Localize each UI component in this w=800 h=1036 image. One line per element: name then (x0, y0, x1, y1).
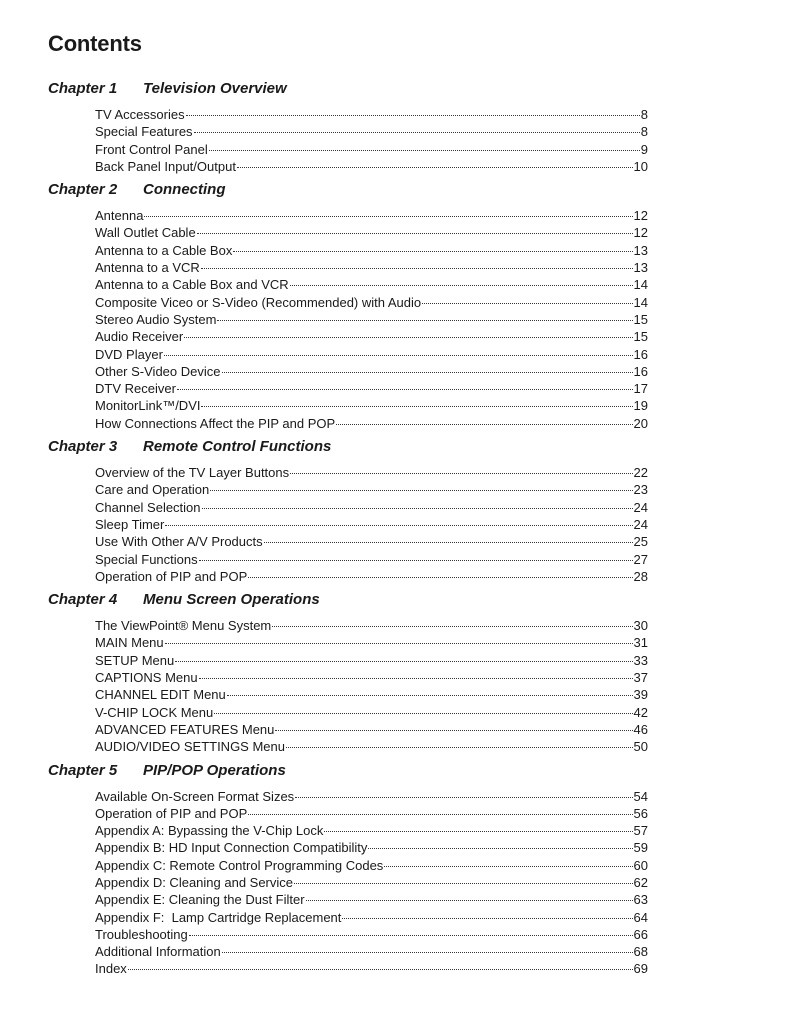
toc-entry-label: Special Functions (95, 551, 198, 567)
toc-entry-page-number: 15 (633, 311, 648, 327)
toc-entry-page-number: 42 (633, 704, 648, 720)
toc-entry-label: How Connections Affect the PIP and POP (95, 415, 336, 431)
toc-entry[interactable] (95, 415, 648, 432)
chapter-title: PIP/POP Operations (143, 761, 286, 779)
dot-leader (233, 251, 632, 252)
toc-entry-page-number: 46 (633, 721, 648, 737)
toc-entry-label: Antenna to a Cable Box (95, 242, 233, 258)
table-of-contents (48, 80, 648, 978)
toc-entry-page-number: 60 (633, 857, 648, 873)
toc-entry-label: MAIN Menu (95, 635, 164, 651)
toc-entry-label: Available On-Screen Format Sizes (95, 788, 295, 804)
dot-leader (290, 473, 632, 474)
toc-entry-label: Care and Operation (95, 482, 210, 498)
dot-leader (186, 115, 640, 116)
chapter-title: Remote Control Functions (143, 438, 332, 456)
toc-entry[interactable] (95, 242, 648, 259)
toc-entry-page-number: 24 (633, 516, 648, 532)
dot-leader (177, 389, 633, 390)
toc-entry-label: Appendix C: Remote Control Programming Codes (95, 857, 384, 873)
dot-leader (227, 695, 633, 696)
toc-entry-label: Troubleshooting (95, 926, 188, 942)
toc-entry[interactable] (95, 158, 648, 175)
toc-entry[interactable] (95, 874, 648, 891)
toc-entry[interactable] (95, 686, 648, 703)
dot-leader (294, 883, 633, 884)
toc-entry-label: Appendix B: HD Input Connection Compatibility (95, 840, 368, 856)
dot-leader (217, 320, 632, 321)
toc-entry[interactable] (95, 464, 648, 481)
toc-entry-label: Operation of PIP and POP (95, 805, 248, 821)
dot-leader (184, 337, 632, 338)
dot-leader (237, 167, 633, 168)
toc-entry-page-number: 14 (633, 277, 648, 293)
toc-entry-page-number: 16 (633, 346, 648, 362)
toc-entry[interactable] (95, 294, 648, 311)
dot-leader (248, 577, 632, 578)
toc-entry-page-number: 12 (633, 225, 648, 241)
toc-entry-page-number: 39 (633, 687, 648, 703)
dot-leader (324, 831, 632, 832)
toc-entry-page-number: 24 (633, 499, 648, 515)
toc-entry-page-number: 69 (633, 961, 648, 977)
toc-entry-label: Index (95, 961, 127, 977)
toc-entry-label: Appendix F: Lamp Cartridge Replacement (95, 909, 342, 925)
dot-leader (201, 406, 632, 407)
toc-entry-page-number: 63 (633, 892, 648, 908)
dot-leader (199, 560, 633, 561)
chapter-entries (95, 788, 648, 978)
toc-entry-page-number: 66 (633, 926, 648, 942)
dot-leader (286, 747, 633, 748)
chapter-entries (95, 617, 648, 755)
toc-entry-page-number: 50 (633, 739, 648, 755)
toc-entry-label: V-CHIP LOCK Menu (95, 704, 214, 720)
toc-entry-page-number: 19 (633, 398, 648, 414)
chapter-entries (95, 106, 648, 175)
dot-leader (222, 372, 633, 373)
dot-leader (194, 132, 640, 133)
toc-entry-label: Wall Outlet Cable (95, 225, 196, 241)
chapter-number: Chapter 5 (48, 761, 118, 779)
toc-entry-label: Additional Information (95, 944, 221, 960)
toc-entry-page-number: 28 (633, 568, 648, 584)
dot-leader (209, 150, 640, 151)
dot-leader (128, 969, 633, 970)
toc-entry[interactable] (95, 926, 648, 943)
toc-entry-label: DTV Receiver (95, 381, 176, 397)
toc-entry-label: Composite Viceo or S-Video (Recommended) with Audio (95, 294, 422, 310)
toc-entry-label: Back Panel Input/Output (95, 158, 236, 174)
toc-entry[interactable] (95, 141, 648, 158)
dot-leader (368, 848, 632, 849)
toc-entry-label: Audio Receiver (95, 329, 184, 345)
toc-entry-label: CAPTIONS Menu (95, 670, 198, 686)
dot-leader (336, 424, 632, 425)
toc-entry-page-number: 9 (640, 141, 648, 157)
toc-entry-page-number: 25 (633, 534, 648, 550)
toc-entry[interactable] (95, 499, 648, 516)
toc-entry[interactable] (95, 909, 648, 926)
toc-entry[interactable] (95, 551, 648, 568)
toc-entry[interactable] (95, 259, 648, 276)
toc-entry-page-number: 68 (633, 944, 648, 960)
chapter-entries (95, 464, 648, 585)
toc-entry-label: Other S-Video Device (95, 363, 221, 379)
toc-entry-page-number: 12 (633, 208, 648, 224)
dot-leader (210, 490, 632, 491)
chapter-number: Chapter 4 (48, 591, 118, 609)
toc-entry-page-number: 23 (633, 482, 648, 498)
toc-entry-label: CHANNEL EDIT Menu (95, 687, 226, 703)
toc-entry[interactable] (95, 380, 648, 397)
toc-entry[interactable] (95, 397, 648, 414)
dot-leader (214, 713, 632, 714)
toc-entry-page-number: 27 (633, 551, 648, 567)
dot-leader (384, 866, 632, 867)
toc-entry-page-number: 16 (633, 363, 648, 379)
toc-entry-page-number: 54 (633, 788, 648, 804)
toc-entry-label: ADVANCED FEATURES Menu (95, 721, 275, 737)
toc-entry[interactable] (95, 106, 648, 123)
toc-entry-page-number: 10 (633, 158, 648, 174)
toc-entry[interactable] (95, 634, 648, 651)
chapter-title: Television Overview (143, 80, 287, 97)
chapter-heading (48, 80, 648, 98)
toc-entry[interactable] (95, 788, 648, 805)
toc-entry-label: Special Features (95, 124, 193, 140)
toc-entry[interactable] (95, 652, 648, 669)
dot-leader (197, 233, 633, 234)
toc-entry[interactable] (95, 568, 648, 585)
dot-leader (422, 303, 632, 304)
toc-entry-page-number: 20 (633, 415, 648, 431)
toc-entry-page-number: 8 (640, 124, 648, 140)
toc-entry-page-number: 33 (633, 652, 648, 668)
toc-entry-page-number: 64 (633, 909, 648, 925)
toc-entry[interactable] (95, 960, 648, 977)
dot-leader (264, 542, 633, 543)
dot-leader (272, 626, 632, 627)
dot-leader (175, 661, 632, 662)
toc-entry-label: Overview of the TV Layer Buttons (95, 465, 290, 481)
dot-leader (202, 508, 633, 509)
toc-entry-label: Appendix A: Bypassing the V-Chip Lock (95, 823, 324, 839)
toc-entry-page-number: 30 (633, 618, 648, 634)
toc-entry[interactable] (95, 839, 648, 856)
chapter-heading (48, 591, 648, 609)
chapter-entries (95, 207, 648, 432)
dot-leader (165, 525, 632, 526)
dot-leader (248, 814, 632, 815)
toc-entry[interactable] (95, 669, 648, 686)
dot-leader (201, 268, 633, 269)
dot-leader (342, 918, 632, 919)
toc-entry-page-number: 59 (633, 840, 648, 856)
chapter-number: Chapter 3 (48, 438, 118, 456)
chapter-number: Chapter 2 (48, 181, 118, 199)
toc-entry-page-number: 14 (633, 294, 648, 310)
toc-entry[interactable] (95, 704, 648, 721)
dot-leader (199, 678, 633, 679)
toc-entry[interactable] (95, 533, 648, 550)
toc-entry[interactable] (95, 891, 648, 908)
toc-entry[interactable] (95, 943, 648, 960)
chapter-heading (48, 762, 648, 780)
toc-entry-label: Appendix E: Cleaning the Dust Filter (95, 892, 305, 908)
dot-leader (144, 216, 632, 217)
toc-entry-label: Front Control Panel (95, 141, 208, 157)
chapter-title: Menu Screen Operations (143, 591, 320, 609)
chapter-heading (48, 181, 648, 199)
toc-entry-page-number: 8 (640, 107, 648, 122)
toc-entry[interactable] (95, 207, 648, 224)
toc-entry-page-number: 13 (633, 260, 648, 276)
dot-leader (222, 952, 633, 953)
toc-entry-page-number: 17 (633, 381, 648, 397)
chapter-title: Connecting (143, 181, 226, 199)
toc-entry-page-number: 37 (633, 670, 648, 686)
dot-leader (306, 900, 633, 901)
page-title: Contents (48, 31, 142, 56)
toc-entry[interactable] (95, 328, 648, 345)
toc-entry-page-number: 56 (633, 805, 648, 821)
toc-entry-page-number: 31 (633, 635, 648, 651)
dot-leader (164, 355, 633, 356)
toc-entry-page-number: 57 (633, 823, 648, 839)
toc-entry-page-number: 22 (633, 465, 648, 481)
toc-entry-label: MonitorLink™/DVI (95, 398, 201, 414)
toc-entry-label: AUDIO/VIDEO SETTINGS Menu (95, 739, 285, 755)
toc-entry-label: Sleep Timer (95, 516, 165, 532)
chapter-number: Chapter 1 (48, 80, 118, 97)
dot-leader (295, 797, 632, 798)
toc-entry-label: Antenna to a Cable Box and VCR (95, 277, 289, 293)
toc-entry[interactable] (95, 346, 648, 363)
toc-entry-page-number: 13 (633, 242, 648, 258)
toc-entry[interactable] (95, 481, 648, 498)
toc-entry[interactable] (95, 822, 648, 839)
toc-entry-label: Antenna (95, 208, 144, 224)
toc-entry[interactable] (95, 276, 648, 293)
toc-entry[interactable] (95, 224, 648, 241)
toc-entry-label: Antenna to a VCR (95, 260, 200, 276)
dot-leader (275, 730, 632, 731)
toc-entry[interactable] (95, 738, 648, 755)
toc-entry[interactable] (95, 123, 648, 140)
toc-entry[interactable] (95, 617, 648, 634)
toc-entry[interactable] (95, 721, 648, 738)
toc-entry[interactable] (95, 516, 648, 533)
toc-entry-label: Stereo Audio System (95, 311, 217, 327)
toc-entry[interactable] (95, 311, 648, 328)
toc-entry-page-number: 62 (633, 874, 648, 890)
chapter-heading (48, 438, 648, 456)
toc-entry-label: DVD Player (95, 346, 163, 362)
toc-entry-label: Operation of PIP and POP (95, 568, 248, 584)
toc-entry-label: Channel Selection (95, 499, 201, 515)
toc-entry[interactable] (95, 805, 648, 822)
toc-entry-label: SETUP Menu (95, 652, 175, 668)
dot-leader (189, 935, 633, 936)
dot-leader (165, 643, 633, 644)
toc-entry-label: Appendix D: Cleaning and Service (95, 874, 294, 890)
toc-entry[interactable] (95, 363, 648, 380)
dot-leader (290, 285, 633, 286)
toc-entry-label: TV Accessories (95, 107, 185, 122)
toc-entry-label: The ViewPoint® Menu System (95, 618, 272, 634)
toc-entry[interactable] (95, 857, 648, 874)
toc-entry-label: Use With Other A/V Products (95, 534, 263, 550)
toc-entry-page-number: 15 (633, 329, 648, 345)
